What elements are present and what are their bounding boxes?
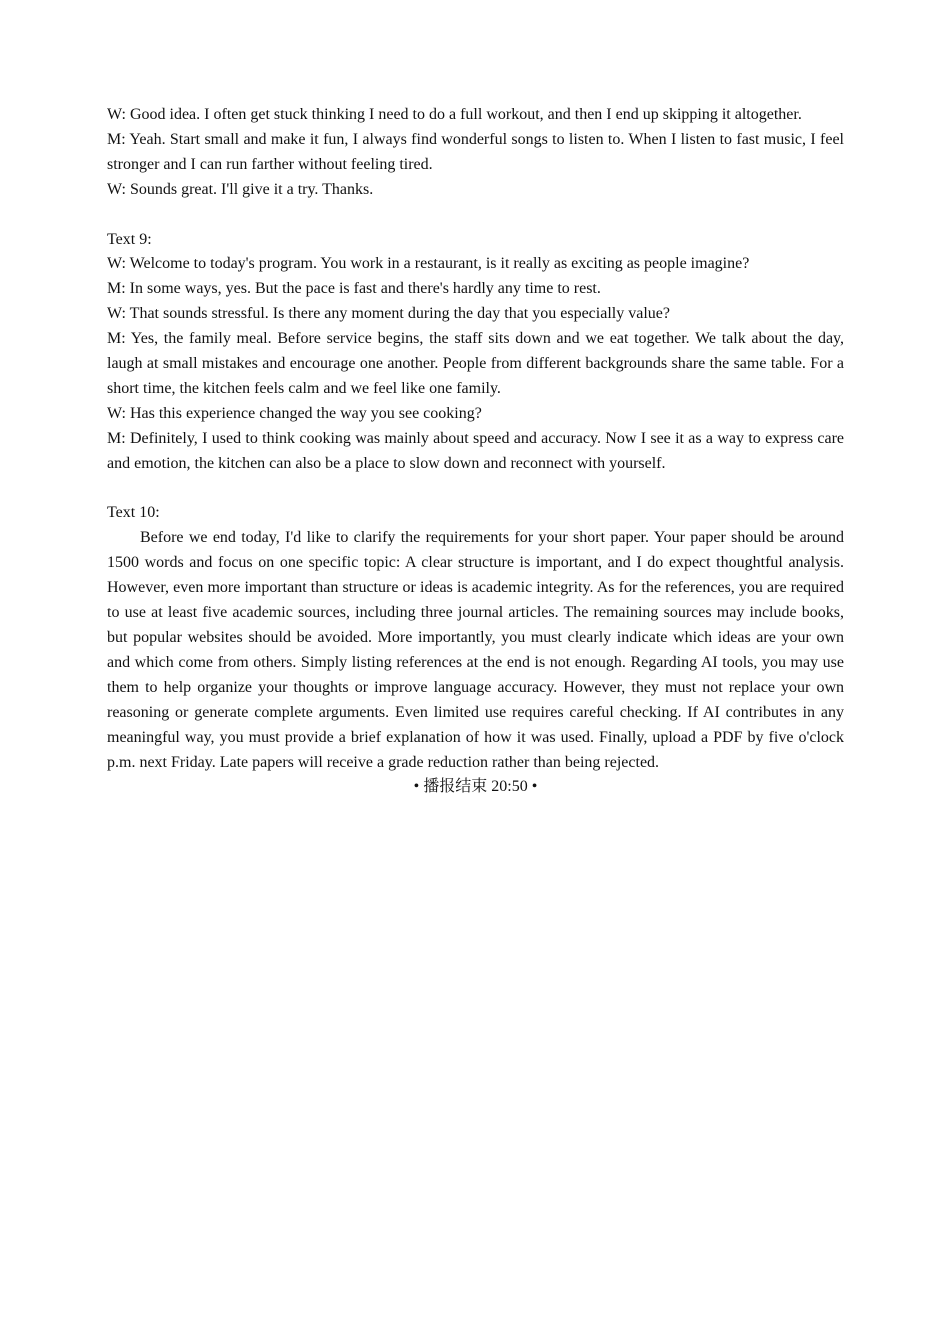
dialogue-line: W: That sounds stressful. Is there any moment during the day that you especially value? bbox=[107, 305, 670, 323]
section-gap bbox=[107, 477, 844, 502]
dialogue-line: M: Definitely, I used to think cooking was mainly about speed and accuracy. Now I see it as a way to express care and emotion, the kitchen can also be a place to slow down and reconnect with yourself. bbox=[107, 429, 844, 472]
text10-monologue bbox=[107, 501, 844, 775]
broadcast-end-mark: • 播报结束 20:50 • bbox=[413, 778, 538, 796]
dialogue-line: W: Welcome to today's program. You work in a restaurant, is it really as exciting as people imagine? bbox=[107, 255, 750, 273]
dialogue-line: M: Yes, the family meal. Before service begins, the staff sits down and we eat together. We talk about the day, laugh at small mistakes and encourage one another. People from different backgrounds share the same table. For a short time, the kitchen feels calm and we feel like one family. bbox=[107, 330, 844, 397]
section-gap bbox=[107, 203, 844, 228]
text8-dialogue bbox=[107, 103, 844, 203]
section-heading: Text 9: bbox=[107, 230, 152, 248]
dialogue-line: M: In some ways, yes. But the pace is fast and there's hardly any time to rest. bbox=[107, 280, 601, 298]
text9-dialogue bbox=[107, 228, 844, 477]
dialogue-line: W: Has this experience changed the way you see cooking? bbox=[107, 404, 482, 422]
dialogue-line: M: Yeah. Start small and make it fun, I always find wonderful songs to listen to. When I listen to fast music, I feel stronger and I can run farther without feeling tired. bbox=[107, 130, 844, 173]
dialogue-line: W: Sounds great. I'll give it a try. Thanks. bbox=[107, 180, 374, 198]
section-heading: Text 10: bbox=[107, 504, 160, 522]
monologue-paragraph: Before we end today, I'd like to clarify the requirements for your short paper. Your paper should be around 1500 words and focus on one specific topic: A clear structure is important, and I do expect thoughtful analysis. However, even more important than structure or ideas is academic integrity. As for the references, you are required to use at least five academic sources, including three journal articles. The remaining sources may include books, but popular websites should be avoided. More importantly, you must clearly indicate which ideas are your own and which come from others. Simply listing references at the end is not enough. Regarding AI tools, you may use them to help organize your thoughts or improve language accuracy. However, they must not replace your own reasoning or generate complete arguments. Even limited use requires careful checking. If AI contributes in any meaningful way, you must provide a brief explanation of how it was used. Finally, upload a PDF by five o'clock p.m. next Friday. Late papers will receive a grade reduction rather than being rejected. bbox=[107, 529, 844, 771]
document-page bbox=[107, 103, 844, 800]
dialogue-line: W: Good idea. I often get stuck thinking I need to do a full workout, and then I end up skipping it altogether. bbox=[107, 106, 802, 123]
